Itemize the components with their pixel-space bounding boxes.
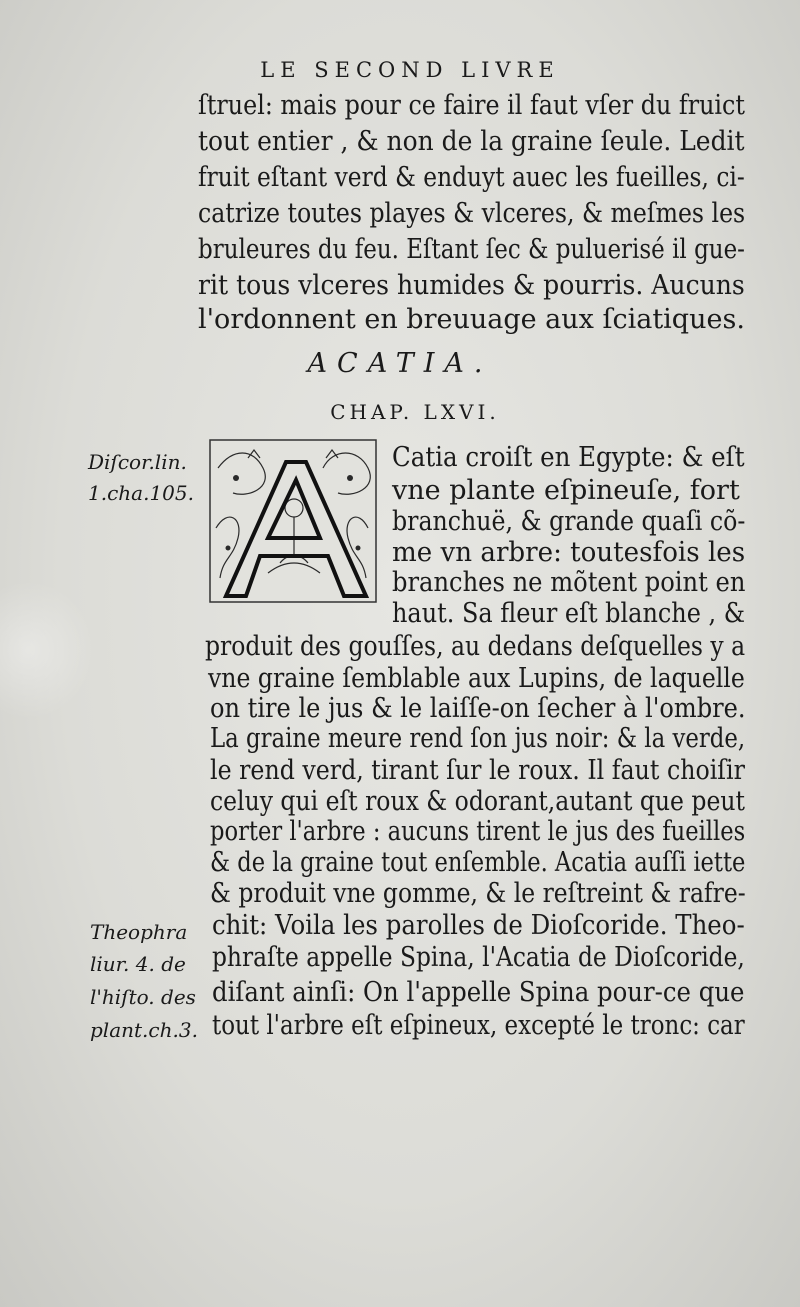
text-line: La graine meure rend ſon jus noir: & la verde, — [210, 723, 746, 754]
text-line: tout entier , & non de la graine ſeule. Ledit — [198, 126, 745, 157]
text-line: branches ne mõtent point en — [392, 567, 746, 598]
text-line: on tire le jus & le laiſſe-on ſecher à l'ombre. — [210, 693, 746, 724]
text-line: fruit eſtant verd & enduyt auec les fueilles, ci- — [198, 162, 745, 193]
text-line: catrize toutes playes & vlceres, & meſmes les — [198, 198, 746, 229]
paper-stain — [0, 580, 95, 720]
margin-note-line: 1.cha.105. — [88, 481, 194, 505]
text-line: diſant ainſi: On l'appelle Spina pour-ce que — [212, 977, 745, 1008]
text-line: & de la graine tout enſemble. Acatia auſſi iette — [210, 847, 746, 878]
margin-note-line: Theophra — [90, 920, 188, 944]
text-line: le rend verd, tirant ſur le roux. Il faut choiſir — [210, 755, 745, 786]
margin-note-line: plant.ch.3. — [90, 1018, 198, 1042]
running-head: LE SECOND LIVRE — [260, 58, 560, 82]
text-line: tout l'arbre eſt eſpineux, excepté le tronc: car — [212, 1010, 745, 1041]
text-line: branchuë, & grande quaſi cõ- — [392, 506, 746, 537]
margin-note-line: liur. 4. de — [90, 952, 186, 976]
text-line: l'ordonnent en breuuage aux ſciatiques. — [198, 304, 745, 335]
text-line: ſtruel: mais pour ce faire il faut vſer du fruict — [198, 90, 745, 121]
margin-note-line: Diſcor.lin. — [88, 450, 187, 474]
text-line: vne plante eſpineuſe, fort — [392, 475, 740, 506]
margin-note-line: l'hiſto. des — [90, 985, 196, 1009]
text-line: celuy qui eſt roux & odorant,autant que peut — [210, 786, 745, 817]
text-line: & produit vne gomme, & le reſtreint & rafre- — [210, 878, 746, 909]
section-title: ACATIA. — [307, 348, 493, 379]
text-line: produit des gouſſes, au dedans deſquelles y a — [205, 631, 746, 662]
text-line: bruleures du feu. Eſtant ſec & puluerisé il gue- — [198, 234, 745, 265]
text-line: rit tous vlceres humides & pourris. Aucuns — [198, 270, 745, 301]
text-line: vne graine ſemblable aux Lupins, de laquelle — [208, 663, 745, 694]
decorated-initial — [208, 438, 378, 604]
text-line: phraſte appelle Spina, l'Acatia de Dioſcoride, — [212, 942, 745, 973]
initial-letter — [208, 438, 378, 604]
chapter-heading: CHAP. LXVI. — [330, 400, 500, 424]
text-line: porter l'arbre : aucuns tirent le jus des fueilles — [210, 816, 746, 847]
text-line: me vn arbre: toutesfois les — [392, 537, 746, 568]
text-line: haut. Sa fleur eſt blanche , & — [392, 598, 746, 629]
text-line: Catia croiſt en Egypte: & eſt — [392, 442, 745, 473]
text-line: chit: Voila les parolles de Dioſcoride. Theo- — [212, 910, 745, 941]
